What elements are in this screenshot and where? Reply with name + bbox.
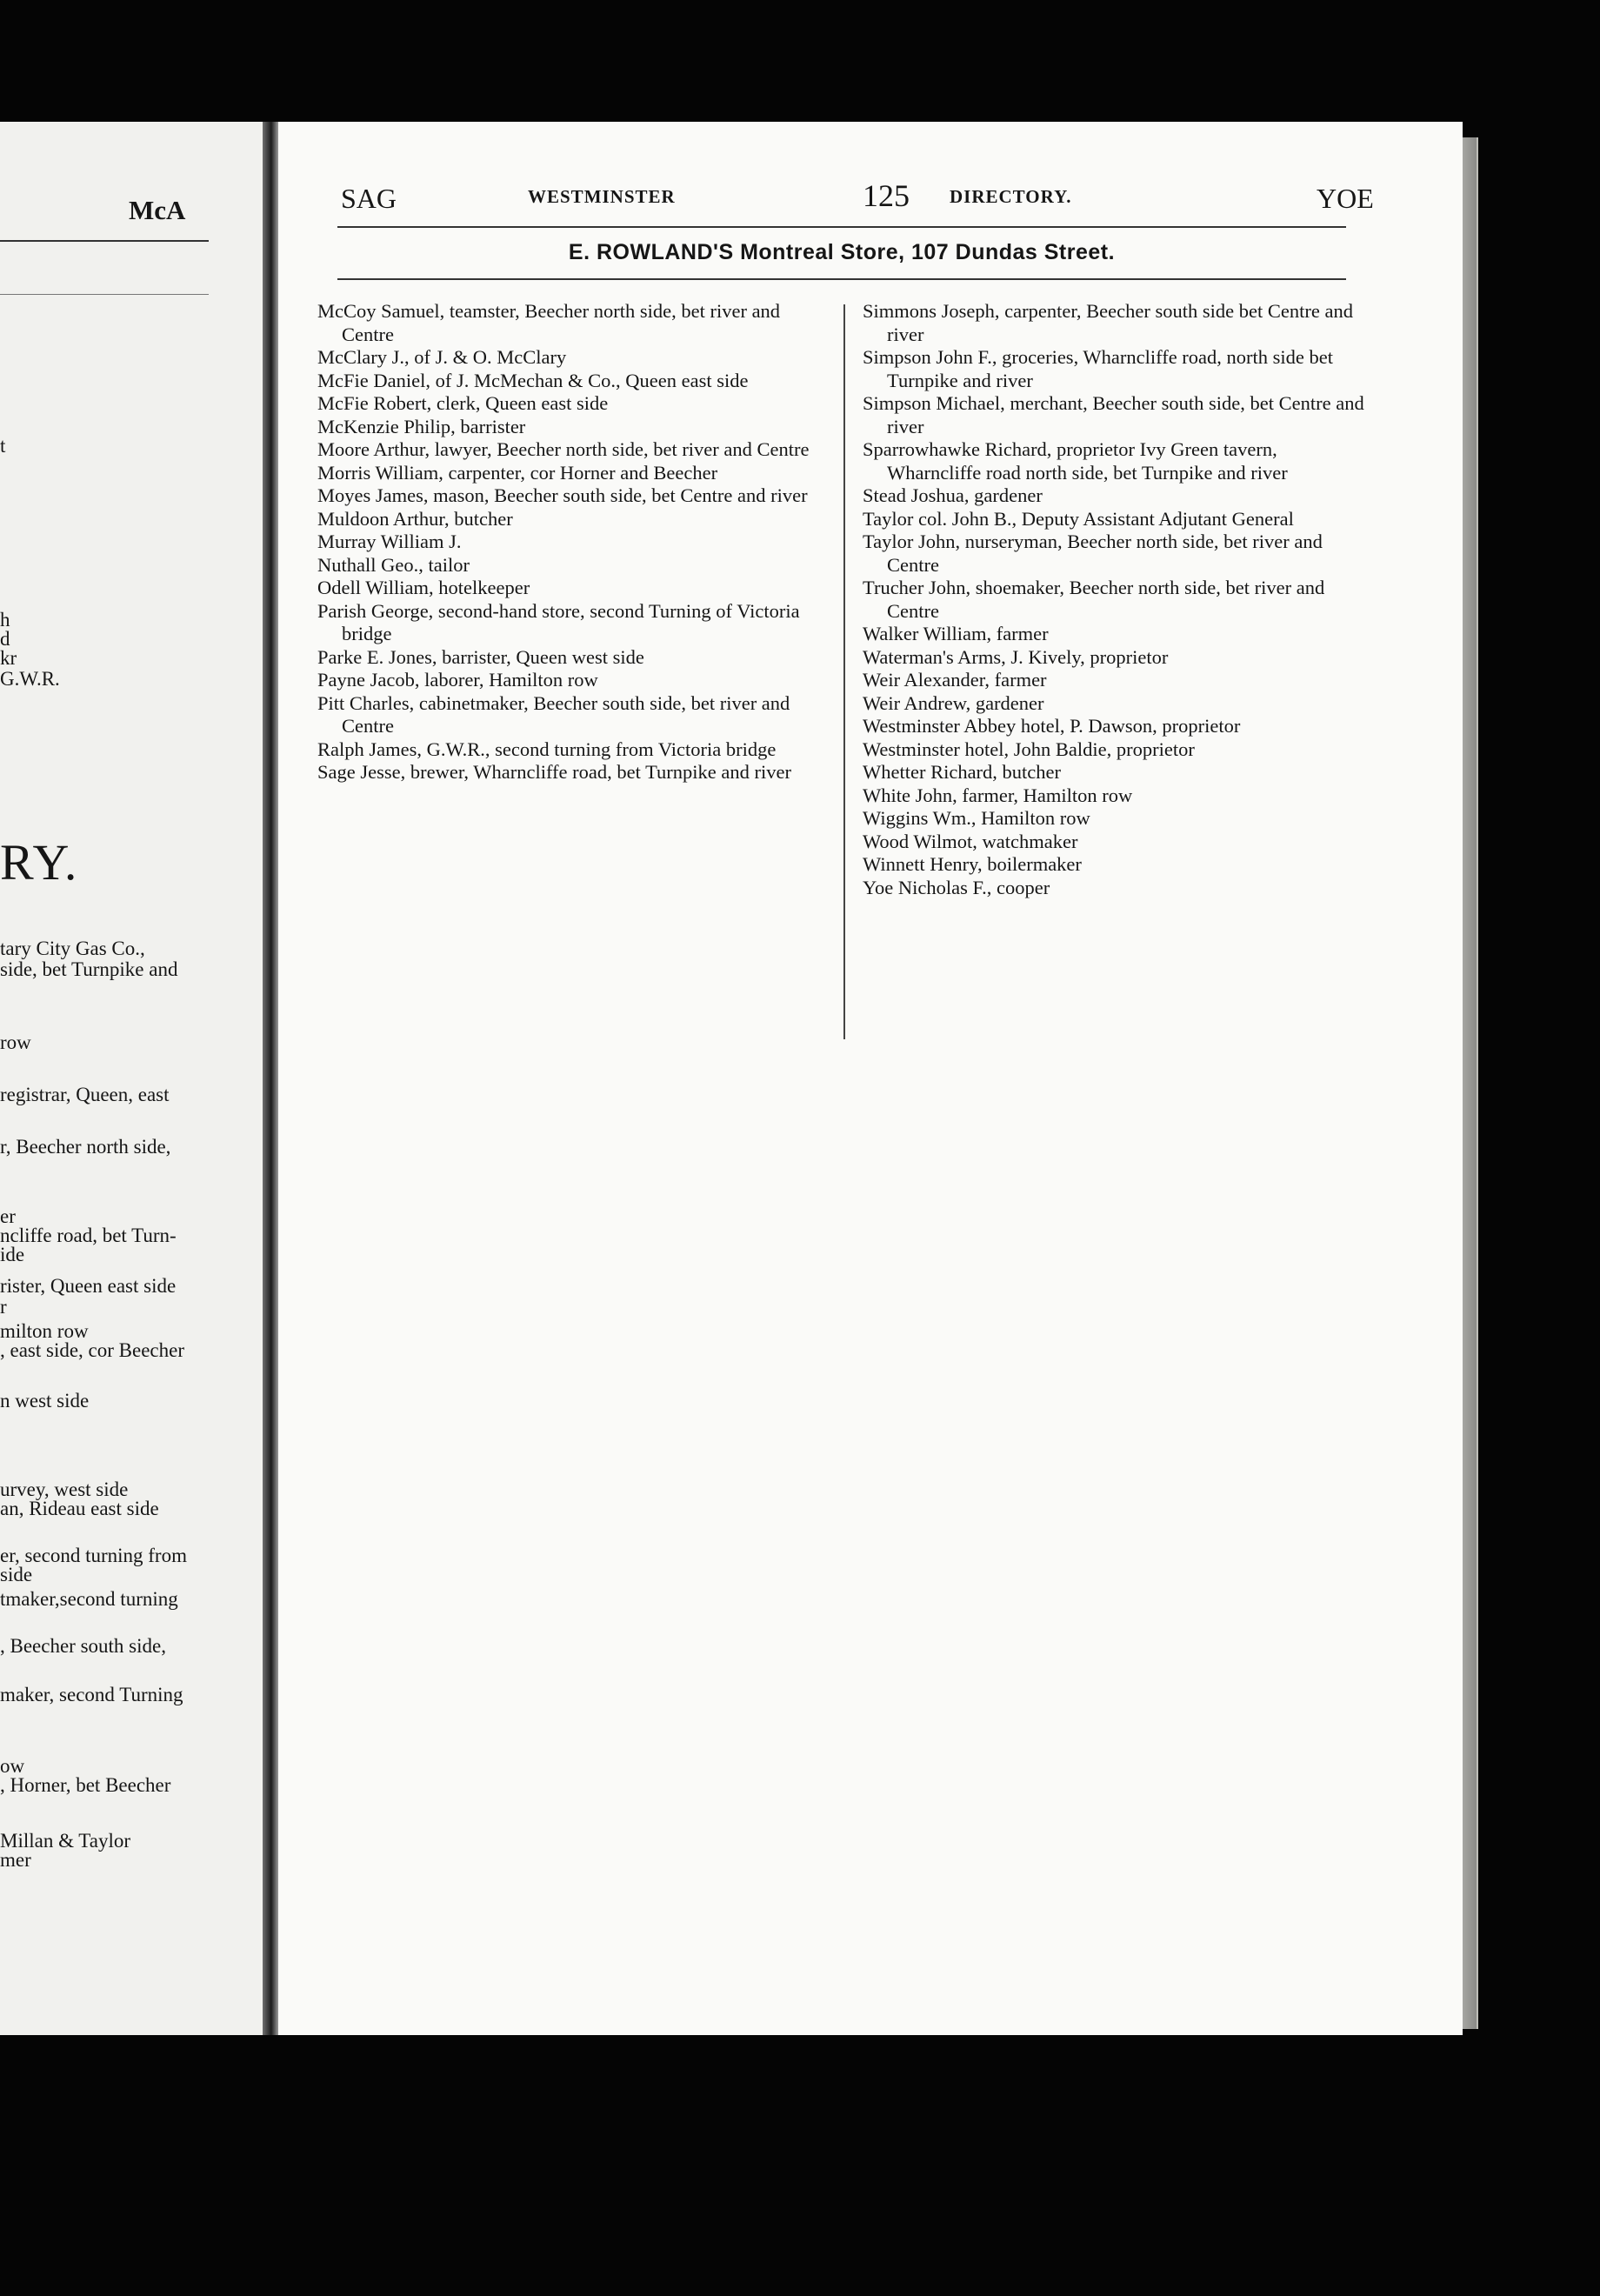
directory-entry: Weir Andrew, gardener [863,691,1044,714]
directory-entry: McFie Robert, clerk, Queen east side [317,392,609,414]
left-page-text-fragment: ncliffe road, bet Turn- [0,1225,177,1246]
header-left-guide: SAG [341,183,397,214]
directory-entry: Wiggins Wm., Hamilton row [863,807,1090,829]
directory-entry: Simmons Joseph, carpenter, Beecher south side bet Centre and river [863,300,1353,345]
banner-rule [337,278,1346,280]
directory-entry: McKenzie Philip, barrister [317,415,526,437]
directory-entry: White John, farmer, Hamilton row [863,784,1133,806]
left-page-text-fragment: rister, Queen east side [0,1275,177,1297]
left-page-text-fragment: ide [0,1244,25,1265]
left-page-text-fragment: G.W.R. [0,668,60,690]
directory-entry: McFie Daniel, of J. McMechan & Co., Queen east side [317,369,749,391]
left-page-text-fragment: an, Rideau east side [0,1498,159,1519]
directory-column-left [317,300,817,784]
book-gutter [263,122,278,2035]
left-page-text-fragment: er, second turning from [0,1545,187,1566]
directory-entry: Whetter Richard, butcher [863,761,1062,783]
left-page-text-fragment: , Beecher south side, [0,1635,166,1657]
directory-entry: Wood Wilmot, watchmaker [863,830,1078,852]
left-page-text-fragment: maker, second Turning [0,1684,183,1705]
left-page-text-fragment: d [0,628,10,650]
header-directory: DIRECTORY. [950,186,1072,207]
directory-entry: Simpson Michael, merchant, Beecher south side, bet Centre and river [863,392,1364,437]
left-header-rule [0,240,209,242]
left-page [0,122,263,2035]
left-page-text-fragment: t [0,435,6,457]
left-header-rule-2 [0,294,209,295]
column-divider [843,304,845,1039]
left-page-text-fragment: ow [0,1755,25,1777]
page-number: 125 [863,178,910,213]
left-page-text-fragment: row [0,1031,31,1053]
left-page-text-fragment: tmaker,second turning [0,1588,178,1610]
directory-entry: Parke E. Jones, barrister, Queen west side [317,645,644,668]
directory-entry: Walker William, farmer [863,623,1049,644]
left-page-text-fragment: er [0,1205,16,1227]
left-page-text-fragment: r, Beecher north side, [0,1136,171,1158]
directory-entry: Yoe Nicholas F., cooper [863,876,1050,898]
left-page-text-fragment: tary City Gas Co., [0,938,145,959]
left-page-text-fragment: urvey, west side [0,1478,129,1500]
header-city: WESTMINSTER [528,186,676,207]
directory-entry: Winnett Henry, boilermaker [863,853,1082,875]
directory-entry: Simpson John F., groceries, Wharncliffe road, north side bet Turnpike and river [863,346,1334,391]
directory-entry: Waterman's Arms, J. Kively, proprietor [863,645,1169,668]
directory-entry: Ralph James, G.W.R., second turning from Victoria bridge [317,738,777,760]
left-page-text-fragment: milton row [0,1320,89,1342]
header-right-guide: YOE [1317,183,1374,214]
left-page-text-fragment: n west side [0,1390,90,1412]
left-heading-fragment: RY. [0,834,79,891]
left-page-text-fragment: , east side, cor Beecher [0,1339,185,1361]
directory-entry: Moyes James, mason, Beecher south side, bet Centre and river [317,484,808,506]
directory-entry: Nuthall Geo., tailor [317,553,470,576]
left-page-text-fragment: kr [0,647,17,669]
directory-entry: Odell William, hotelkeeper [317,577,530,598]
directory-entry: Parish George, second-hand store, second Turning of Victoria bridge [317,599,800,644]
left-page-text-fragment: h [0,609,10,631]
left-page-text-fragment: side, bet Turnpike and [0,958,178,980]
advert-banner: E. ROWLAND'S Montreal Store, 107 Dundas Street. [568,240,1116,264]
directory-entry: Stead Joshua, gardener [863,484,1043,506]
left-page-text-fragment: , Horner, bet Beecher [0,1774,171,1796]
directory-entry: Sparrowhawke Richard, proprietor Ivy Green tavern, Wharncliffe road north side, bet Turnpike and river [863,438,1288,484]
header-rule [337,226,1346,228]
running-header [341,178,1459,217]
directory-entry: Weir Alexander, farmer [863,669,1047,691]
directory-entry: Trucher John, shoemaker, Beecher north side, bet river and Centre [863,577,1325,622]
directory-entry: McCoy Samuel, teamster, Beecher north side, bet river and Centre [317,300,781,345]
left-page-text-fragment: side [0,1564,33,1585]
directory-entry: McClary J., of J. & O. McClary [317,346,567,368]
directory-entry: Payne Jacob, laborer, Hamilton row [317,669,598,691]
left-page-text-fragment: r [0,1296,7,1318]
directory-entry: Taylor col. John B., Deputy Assistant Adjutant General [863,507,1294,530]
directory-entry: Muldoon Arthur, butcher [317,507,513,530]
left-running-head: McA [129,195,186,225]
left-page-text-fragment: Millan & Taylor [0,1830,131,1852]
directory-entry: Murray William J. [317,531,462,552]
right-page [278,122,1463,2035]
directory-entry: Pitt Charles, cabinetmaker, Beecher south side, bet river and Centre [317,691,790,737]
left-page-text-fragment: registrar, Queen, east [0,1084,170,1105]
directory-entry: Sage Jesse, brewer, Wharncliffe road, bet Turnpike and river [317,761,791,783]
directory-column-right [863,300,1376,899]
directory-entry: Westminster hotel, John Baldie, proprietor [863,738,1195,760]
left-page-text-fragment: mer [0,1849,31,1871]
directory-entry: Moore Arthur, lawyer, Beecher north side, bet river and Centre [317,438,810,460]
directory-entry: Westminster Abbey hotel, P. Dawson, proprietor [863,715,1241,737]
directory-entry: Taylor John, nurseryman, Beecher north side, bet river and Centre [863,531,1323,576]
directory-entry: Morris William, carpenter, cor Horner and Beecher [317,461,718,484]
